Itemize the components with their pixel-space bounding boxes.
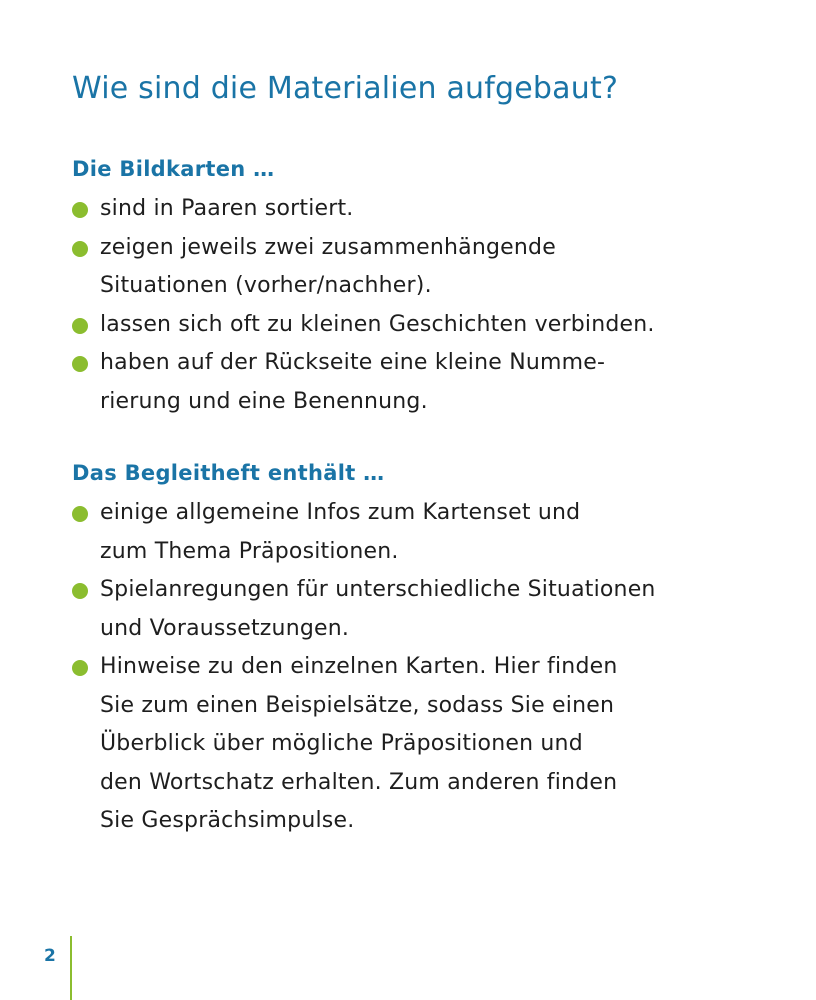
list-item <box>72 648 752 841</box>
list-line: Sie Gesprächsimpulse. <box>100 808 355 833</box>
bullet-list <box>72 494 752 841</box>
list-line: den Wortschatz erhalten. Zum anderen finden <box>100 769 618 795</box>
list-line: sind in Paaren sortiert. <box>100 196 354 221</box>
bullet-dot-icon <box>72 356 88 372</box>
list-item <box>72 306 752 345</box>
bullet-dot-icon <box>72 318 88 334</box>
section-begleitheft <box>72 452 752 841</box>
list-item <box>72 344 752 421</box>
section-heading: Die Bildkarten … <box>72 157 275 181</box>
list-line: Situationen (vorher/nachher). <box>100 273 432 298</box>
list-line: und Voraussetzungen. <box>100 615 350 641</box>
bullet-dot-icon <box>72 583 88 599</box>
bullet-list <box>72 190 752 421</box>
list-item <box>72 494 752 571</box>
list-line: zum Thema Präpositionen. <box>100 538 399 564</box>
bullet-dot-icon <box>72 241 88 257</box>
list-line: Sie zum einen Beispielsätze, sodass Sie einen <box>100 692 615 718</box>
section-bildkarten <box>72 148 752 421</box>
list-line: rierung und eine Benennung. <box>100 388 428 414</box>
list-line: zeigen jeweils zwei zusammenhängende <box>100 234 556 260</box>
page-number: 2 <box>44 946 56 966</box>
list-line: lassen sich oft zu kleinen Geschichten verbinden. <box>100 311 655 337</box>
bullet-dot-icon <box>72 660 88 676</box>
bullet-dot-icon <box>72 202 88 218</box>
list-line: haben auf der Rückseite eine kleine Numme- <box>100 350 606 375</box>
page-number-divider <box>70 936 72 1000</box>
bullet-dot-icon <box>72 506 88 522</box>
list-line: Spielanregungen für unterschiedliche Situationen <box>100 577 656 602</box>
list-item <box>72 571 752 648</box>
list-line: Hinweise zu den einzelnen Karten. Hier finden <box>100 654 618 679</box>
page-title: Wie sind die Materialien aufgebaut? <box>72 71 619 106</box>
list-item <box>72 229 752 306</box>
list-item <box>72 190 752 229</box>
list-line: einige allgemeine Infos zum Kartenset und <box>100 500 581 525</box>
section-heading: Das Begleitheft enthält … <box>72 461 385 485</box>
list-line: Überblick über mögliche Präpositionen und <box>100 731 583 756</box>
